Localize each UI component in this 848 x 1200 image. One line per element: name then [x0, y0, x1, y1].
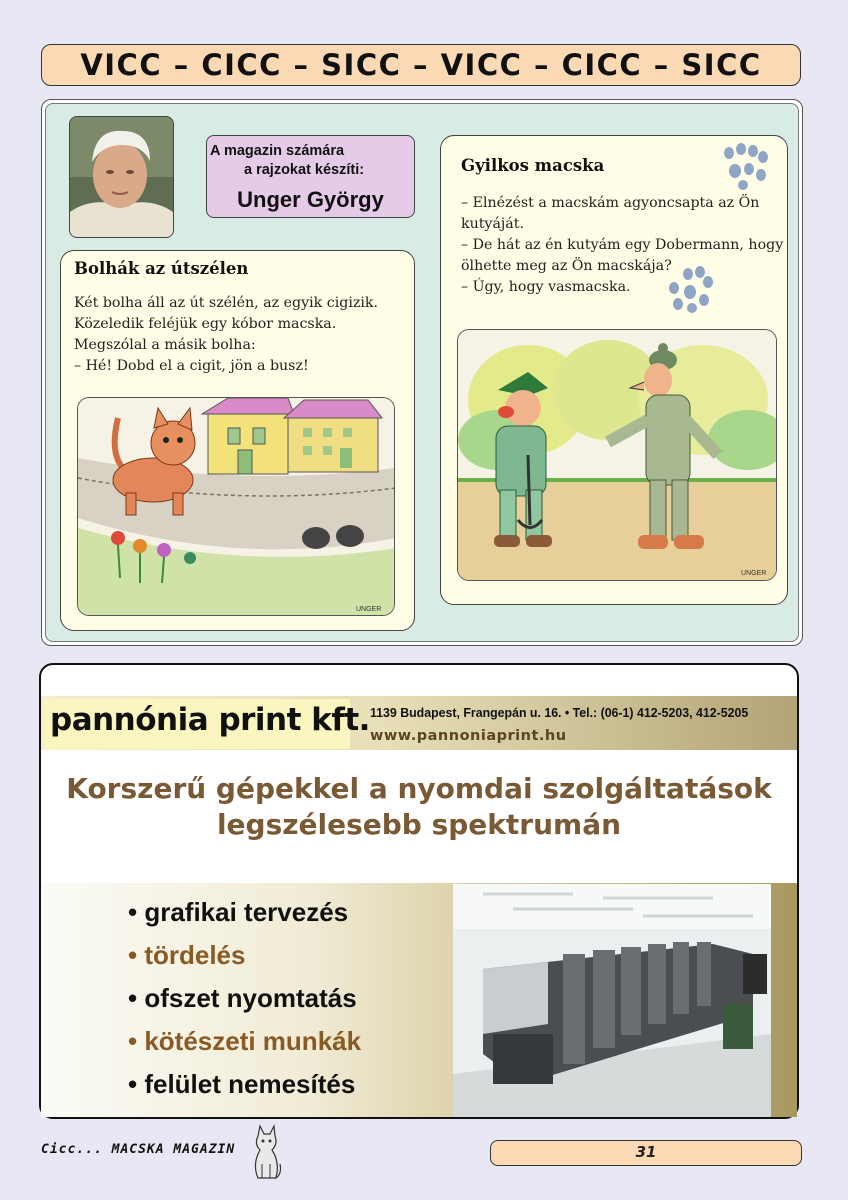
credit-line-1: A magazin számára: [210, 143, 345, 159]
service-item: • tördelés: [128, 940, 246, 970]
cat-and-fleas-drawing: [77, 397, 395, 616]
joke-line: Közeledik feléjük egy kóbor macska.: [74, 316, 337, 332]
joke-line: Két bolha áll az út szélén, az egyik cigizik.: [74, 295, 378, 311]
page-title-bar: [41, 44, 801, 86]
joke-text: [74, 293, 378, 377]
company-website[interactable]: www.pannoniaprint.hu: [370, 728, 567, 744]
page-number: 31: [490, 1140, 802, 1166]
joke-title: Bolhák az útszélen: [74, 259, 249, 278]
service-item: • ofszet nyomtatás: [128, 983, 357, 1013]
joke-line: – De hát az én kutyám egy Dobermann, hogy: [461, 237, 784, 253]
drawing-signature: UNGER: [741, 570, 767, 577]
joke-line: kutyáját.: [461, 216, 524, 232]
joke-text: [461, 193, 783, 298]
illustrator-credit: [206, 135, 415, 218]
hunters-drawing: [457, 329, 777, 581]
joke-line: – Hé! Dobd el a cigit, jön a busz!: [74, 358, 309, 374]
joke-line: – Elnézést a macskám agyoncsapta az Ön: [461, 195, 760, 211]
paw-print-icon: [721, 143, 771, 195]
author-portrait: [69, 116, 174, 238]
ad-headline-line-1: Korszerű gépekkel a nyomdai szolgáltatások: [66, 772, 772, 805]
cat-logo-icon: [250, 1124, 282, 1188]
service-item: • felület nemesítés: [128, 1069, 356, 1099]
ad-headline-line-2: legszélesebb spektrumán: [216, 808, 622, 841]
printing-press-photo: [453, 884, 771, 1117]
joke-line: ölhette meg az Ön macskája?: [461, 258, 672, 274]
company-address: 1139 Budapest, Frangepán u. 16. • Tel.: (06-1) 412-5203, 412-5205: [370, 705, 749, 720]
brand-name: pannónia print kft.: [50, 702, 370, 738]
service-item: • kötészeti munkák: [128, 1026, 362, 1056]
drawing-signature: UNGER: [356, 606, 382, 613]
page-title: VICC – CICC – SICC – VICC – CICC – SICC: [80, 48, 762, 82]
credit-line-2: a rajzokat készíti:: [244, 162, 365, 178]
joke-title: Gyilkos macska: [461, 156, 605, 175]
illustrator-name: Unger György: [237, 187, 384, 212]
joke-line: Megszólal a másik bolha:: [74, 337, 256, 353]
magazine-name: Cicc... MACSKA MAGAZIN: [41, 1142, 236, 1157]
joke-line: – Úgy, hogy vasmacska.: [461, 279, 631, 295]
service-item: • grafikai tervezés: [128, 897, 349, 927]
paw-print-icon: [664, 266, 714, 318]
